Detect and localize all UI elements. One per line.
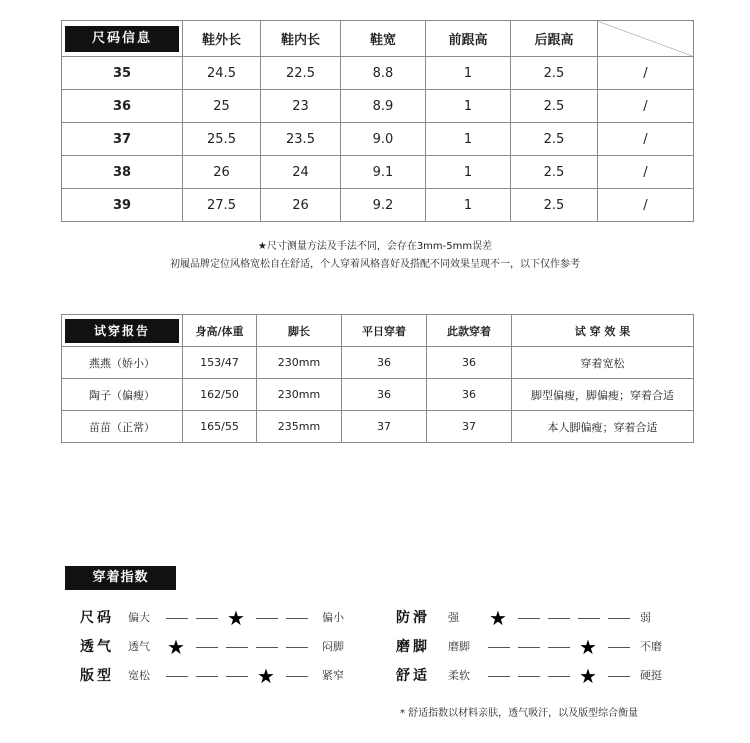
measurement-note: ★尺寸测量方法及手法不同，会存在3mm-5mm误差 — [257, 241, 493, 252]
height-weight-cell: 153/47 — [183, 347, 257, 379]
rating-dash — [488, 647, 510, 648]
header-this-size: 此款穿着 — [427, 315, 512, 347]
style-note: 初履品牌定位风格宽松自在舒适，个人穿着风格喜好及搭配不同效果呈现不一，以下仅作参考 — [170, 259, 580, 270]
size-cell: 39 — [62, 189, 183, 222]
inner-cell: 23.5 — [261, 123, 341, 156]
rating-label: 防滑 — [396, 610, 430, 626]
rating-dash — [256, 618, 278, 619]
inner-cell: 26 — [261, 189, 341, 222]
rating-right-label: 紧窄 — [322, 669, 344, 682]
width-cell: 8.9 — [341, 90, 426, 123]
rating-right-label: 偏小 — [322, 611, 344, 624]
comfort-index-title: 穿着指数 — [65, 566, 176, 590]
rating-left-label: 偏大 — [128, 611, 150, 624]
size-cell: 36 — [62, 90, 183, 123]
rating-left-label: 透气 — [128, 640, 150, 653]
rating-star-icon: ★ — [257, 664, 275, 688]
rating-size — [80, 608, 360, 628]
rating-dash — [608, 647, 630, 648]
table-row — [62, 123, 694, 156]
header-back-heel: 后跟高 — [511, 21, 598, 57]
back-heel-cell: 2.5 — [511, 123, 598, 156]
rating-slip-resistance — [396, 608, 686, 628]
table-row — [62, 411, 694, 443]
inner-cell: 23 — [261, 90, 341, 123]
rating-dash — [608, 676, 630, 677]
usual-size-cell: 37 — [342, 411, 427, 443]
front-heel-cell: 1 — [426, 90, 511, 123]
rating-dash — [608, 618, 630, 619]
tester-name: 燕燕（娇小） — [62, 347, 183, 379]
size-header-cell — [62, 21, 183, 57]
height-weight-cell: 165/55 — [183, 411, 257, 443]
table-row — [62, 189, 694, 222]
rating-right-label: 弱 — [640, 611, 651, 624]
rating-label: 版型 — [80, 668, 114, 684]
inner-cell: 24 — [261, 156, 341, 189]
header-inner-length: 鞋内长 — [261, 21, 341, 57]
tester-name: 苗苗（正常） — [62, 411, 183, 443]
header-effect: 试 穿 效 果 — [512, 315, 694, 347]
rating-dash — [166, 676, 188, 677]
rating-label: 透气 — [80, 639, 114, 655]
table-row — [62, 347, 694, 379]
rating-dash — [196, 676, 218, 677]
tester-name: 陶子（偏瘦） — [62, 379, 183, 411]
rating-dash — [548, 647, 570, 648]
rating-dash — [286, 676, 308, 677]
rating-dash — [196, 647, 218, 648]
rating-dash — [518, 647, 540, 648]
front-heel-cell: 1 — [426, 123, 511, 156]
rating-label: 舒适 — [396, 668, 430, 684]
rating-star-icon: ★ — [167, 635, 185, 659]
rating-dash — [548, 676, 570, 677]
header-width: 鞋宽 — [341, 21, 426, 57]
outer-cell: 25 — [183, 90, 261, 123]
width-cell: 9.2 — [341, 189, 426, 222]
rating-star-icon: ★ — [579, 635, 597, 659]
size-table-header — [62, 21, 694, 57]
rating-dash — [286, 618, 308, 619]
width-cell: 9.0 — [341, 123, 426, 156]
table-row — [62, 156, 694, 189]
size-cell: 35 — [62, 57, 183, 90]
this-size-cell: 37 — [427, 411, 512, 443]
rating-dash — [256, 647, 278, 648]
outer-cell: 24.5 — [183, 57, 261, 90]
rating-comfort — [396, 666, 686, 686]
extra-cell: / — [598, 156, 694, 189]
effect-cell: 本人脚偏瘦；穿着合适 — [512, 411, 694, 443]
report-header-cell — [62, 315, 183, 347]
size-table — [61, 20, 694, 222]
inner-cell: 22.5 — [261, 57, 341, 90]
rating-left-label: 柔软 — [448, 669, 470, 682]
comfort-footnote: * 舒适指数以材料亲肤，透气吸汗，以及版型综合衡量 — [400, 708, 639, 719]
rating-dash — [196, 618, 218, 619]
this-size-cell: 36 — [427, 347, 512, 379]
back-heel-cell: 2.5 — [511, 156, 598, 189]
outer-cell: 25.5 — [183, 123, 261, 156]
header-height-weight: 身高/体重 — [183, 315, 257, 347]
front-heel-cell: 1 — [426, 189, 511, 222]
extra-cell: / — [598, 57, 694, 90]
extra-cell: / — [598, 189, 694, 222]
rating-label: 磨脚 — [396, 639, 430, 655]
width-cell: 8.8 — [341, 57, 426, 90]
rating-chafing — [396, 637, 686, 657]
rating-breathability — [80, 637, 360, 657]
effect-cell: 脚型偏瘦，脚偏瘦；穿着合适 — [512, 379, 694, 411]
rating-dash — [548, 618, 570, 619]
front-heel-cell: 1 — [426, 156, 511, 189]
size-cell: 38 — [62, 156, 183, 189]
header-diagonal-cell — [598, 21, 694, 57]
rating-dash — [578, 618, 600, 619]
front-heel-cell: 1 — [426, 57, 511, 90]
rating-left-label: 磨脚 — [448, 640, 470, 653]
rating-dash — [488, 676, 510, 677]
foot-length-cell: 230mm — [257, 347, 342, 379]
rating-dash — [286, 647, 308, 648]
outer-cell: 26 — [183, 156, 261, 189]
rating-dash — [518, 618, 540, 619]
rating-star-icon: ★ — [489, 606, 507, 630]
report-table-header — [62, 315, 694, 347]
report-label: 试穿报告 — [65, 319, 179, 343]
rating-dash — [226, 647, 248, 648]
foot-length-cell: 235mm — [257, 411, 342, 443]
this-size-cell: 36 — [427, 379, 512, 411]
rating-right-label: 闷脚 — [322, 640, 344, 653]
header-usual-size: 平日穿着 — [342, 315, 427, 347]
header-front-heel: 前跟高 — [426, 21, 511, 57]
rating-star-icon: ★ — [579, 664, 597, 688]
report-table — [61, 314, 694, 443]
rating-fit — [80, 666, 360, 686]
back-heel-cell: 2.5 — [511, 57, 598, 90]
width-cell: 9.1 — [341, 156, 426, 189]
usual-size-cell: 36 — [342, 379, 427, 411]
size-info-label: 尺码信息 — [65, 26, 179, 52]
rating-label: 尺码 — [80, 610, 114, 626]
size-cell: 37 — [62, 123, 183, 156]
foot-length-cell: 230mm — [257, 379, 342, 411]
rating-left-label: 宽松 — [128, 669, 150, 682]
rating-dash — [166, 618, 188, 619]
rating-right-label: 硬挺 — [640, 669, 662, 682]
header-foot-length: 脚长 — [257, 315, 342, 347]
rating-star-icon: ★ — [227, 606, 245, 630]
rating-left-label: 强 — [448, 611, 459, 624]
outer-cell: 27.5 — [183, 189, 261, 222]
back-heel-cell: 2.5 — [511, 189, 598, 222]
table-row — [62, 379, 694, 411]
table-row — [62, 57, 694, 90]
rating-dash — [518, 676, 540, 677]
extra-cell: / — [598, 123, 694, 156]
usual-size-cell: 36 — [342, 347, 427, 379]
extra-cell: / — [598, 90, 694, 123]
rating-dash — [226, 676, 248, 677]
back-heel-cell: 2.5 — [511, 90, 598, 123]
height-weight-cell: 162/50 — [183, 379, 257, 411]
header-outer-length: 鞋外长 — [183, 21, 261, 57]
table-row — [62, 90, 694, 123]
effect-cell: 穿着宽松 — [512, 347, 694, 379]
rating-right-label: 不磨 — [640, 640, 662, 653]
